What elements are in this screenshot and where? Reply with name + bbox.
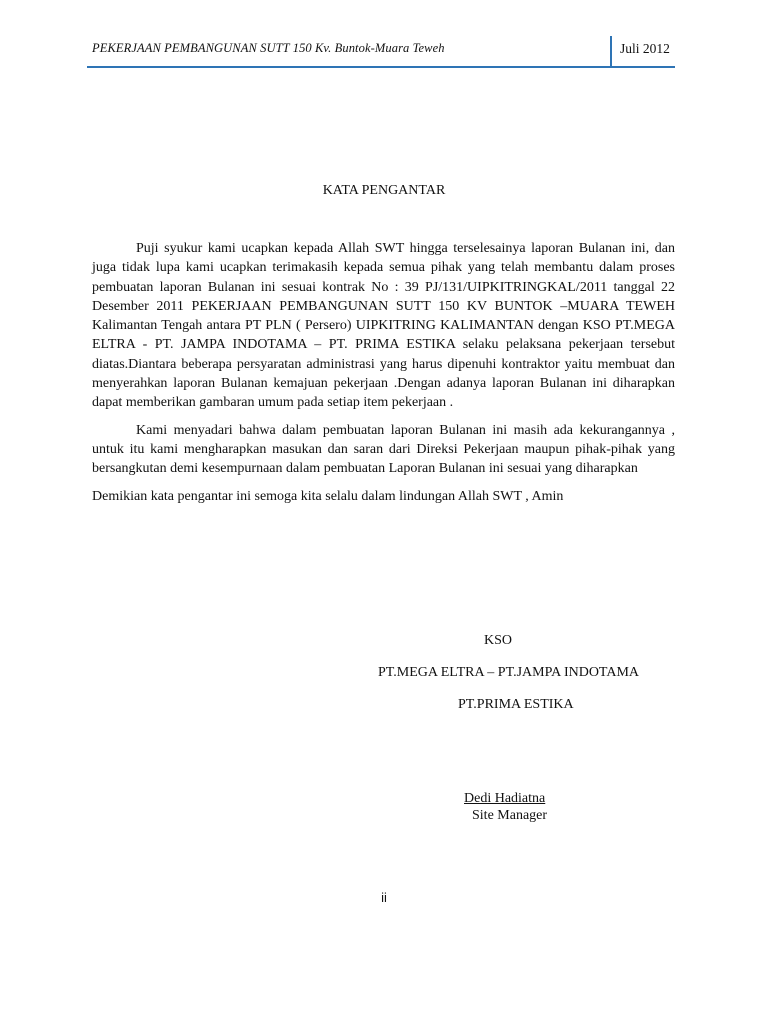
header-date: Juli 2012 — [620, 41, 670, 56]
signature-role: Site Manager — [472, 808, 548, 823]
page-title: KATA PENGANTAR — [322, 183, 446, 198]
paragraph-2: Kami menyadari bahwa dalam pembuatan laporan Bulanan ini masih ada kekurangannya , untuk itu kami mengharapkan masukan dan saran dari Direksi Pekerjaan maupun pihak-pihak yang bersangkutan demi kesempurnaan dalam pembuatan Laporan Bulanan ini sesuai yang diharapkan — [92, 422, 675, 477]
paragraph-1: Puji syukur kami ucapkan kepada Allah SWT hingga terselesainya laporan Bulanan ini, dan juga tidak lupa kami ucapkan terimakasih kepada semua pihak yang telah membantu dalam proses pembuatan laporan Bulanan ini sesuai kontrak No : 39 PJ/131/UIPKITRINGKAL/2011 tanggal 22 Desember 2011 PEKERJAAN PEMBANGUNAN SUTT 150 KV BUNTOK –MUARA TEWEH Kalimantan Tengah antara PT PLN ( Persero) UIPKITRING KALIMANTAN dengan KSO PT.MEGA ELTRA - PT. JAMPA INDOTAMA – PT. PRIMA ESTIKA selaku pelaksana pekerjaan tersebut diatas.Diantara beberapa persyaratan administrasi yang harus dipenuhi kontraktor yaitu membuat dan menyerahkan laporan Bulanan kemajuan pekerjaan .Dengan adanya laporan Bulanan ini diharapkan dapat memberikan gambaran umum pada setiap item pekerjaan . — [92, 241, 675, 411]
signature-org-line1: PT.MEGA ELTRA – PT.JAMPA INDOTAMA — [378, 665, 640, 680]
page-number: ii — [381, 890, 387, 905]
header-document-title: PEKERJAAN PEMBANGUNAN SUTT 150 Kv. Buntok-Muara Teweh — [92, 41, 445, 55]
header-divider — [610, 36, 612, 66]
signature-org-short: KSO — [484, 633, 513, 648]
paragraph-3: Demikian kata pengantar ini semoga kita selalu dalam lindungan Allah SWT , Amin — [92, 488, 564, 504]
signature-name: Dedi Hadiatna — [464, 791, 546, 806]
body-text — [92, 239, 675, 514]
signature-org-line2: PT.PRIMA ESTIKA — [458, 697, 574, 712]
header-rule — [87, 66, 675, 68]
